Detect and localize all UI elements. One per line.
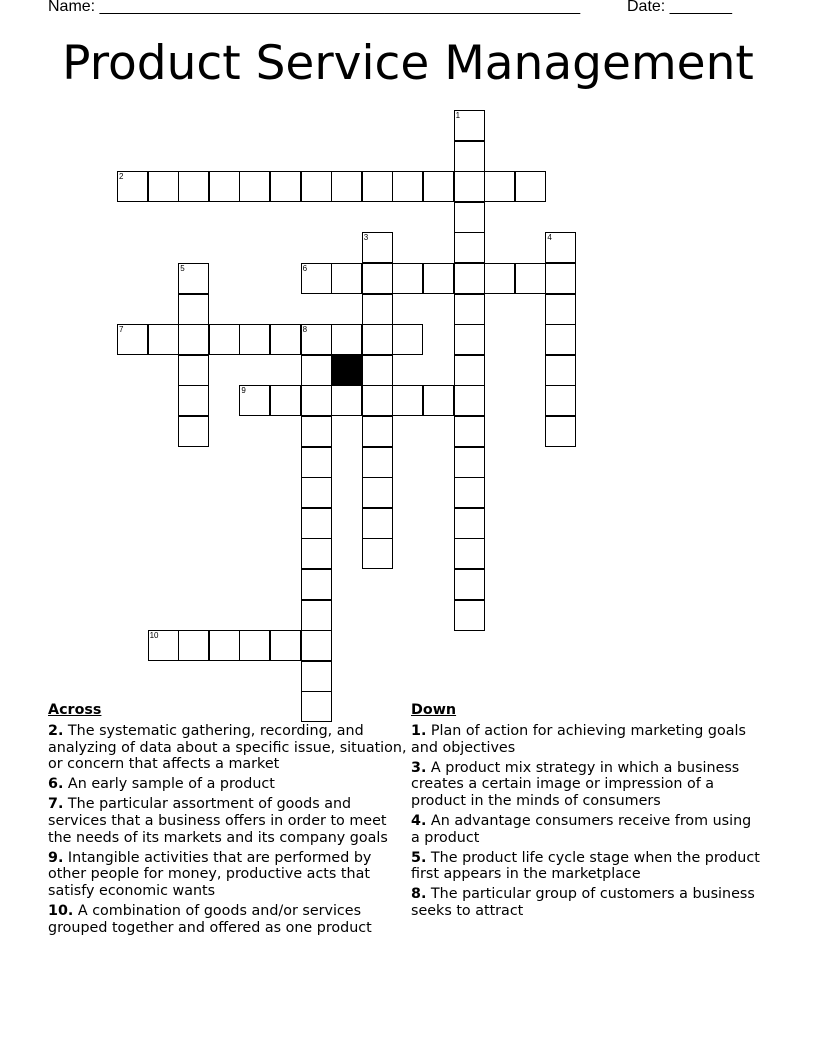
across-clue <box>48 903 408 936</box>
across-clue-list <box>48 723 408 936</box>
grid-cell[interactable] <box>301 630 332 661</box>
grid-cell[interactable] <box>362 538 393 569</box>
grid-cell[interactable] <box>392 171 423 202</box>
cell-number: 3 <box>363 233 369 243</box>
grid-cell[interactable] <box>331 263 362 294</box>
clue-number: 9. <box>48 849 64 866</box>
grid-cell[interactable] <box>178 355 209 386</box>
grid-cell[interactable] <box>301 538 332 569</box>
grid-cell[interactable] <box>117 171 148 202</box>
grid-cell[interactable] <box>362 416 393 447</box>
grid-cell[interactable] <box>454 416 485 447</box>
grid-cell[interactable] <box>362 232 393 263</box>
cell-number: 6 <box>302 264 308 273</box>
grid-cell[interactable] <box>484 263 515 294</box>
grid-cell[interactable] <box>301 355 332 386</box>
grid-cell[interactable] <box>239 630 270 661</box>
grid-cell[interactable] <box>362 477 393 508</box>
grid-cell[interactable] <box>545 324 576 355</box>
grid-cell[interactable] <box>454 110 485 141</box>
grid-cell[interactable] <box>392 385 423 416</box>
grid-cell[interactable] <box>362 508 393 539</box>
grid-cell[interactable] <box>209 171 240 202</box>
grid-cell[interactable] <box>301 508 332 539</box>
grid-cell[interactable] <box>301 416 332 447</box>
grid-cell[interactable] <box>545 416 576 447</box>
grid-cell[interactable] <box>545 232 576 263</box>
grid-cell[interactable] <box>178 630 209 661</box>
grid-cell[interactable] <box>362 324 393 355</box>
grid-cell[interactable] <box>362 447 393 478</box>
down-clue <box>411 813 761 846</box>
clue-number: 8. <box>411 886 427 903</box>
grid-cell[interactable] <box>454 569 485 600</box>
grid-cell[interactable] <box>515 171 546 202</box>
grid-cell[interactable] <box>484 171 515 202</box>
grid-cell[interactable] <box>331 385 362 416</box>
grid-cell[interactable] <box>239 324 270 355</box>
grid-cell[interactable] <box>454 263 485 294</box>
grid-cell[interactable] <box>178 171 209 202</box>
grid-cell[interactable] <box>362 385 393 416</box>
grid-cell[interactable] <box>148 630 179 661</box>
grid-cell[interactable] <box>454 600 485 631</box>
grid-cell[interactable] <box>301 385 332 416</box>
clue-number: 6. <box>48 776 64 793</box>
grid-cell[interactable] <box>515 263 546 294</box>
grid-cell[interactable] <box>454 232 485 263</box>
grid-cell[interactable] <box>362 171 393 202</box>
grid-cell[interactable] <box>423 263 454 294</box>
grid-cell[interactable] <box>454 202 485 233</box>
grid-cell[interactable] <box>301 447 332 478</box>
black-cell <box>331 355 362 386</box>
grid-cell[interactable] <box>362 263 393 294</box>
grid-cell[interactable] <box>392 263 423 294</box>
clue-text: An advantage consumers receive from using a product <box>411 812 752 846</box>
grid-cell[interactable] <box>331 324 362 355</box>
grid-cell[interactable] <box>545 294 576 325</box>
cell-number: 8 <box>302 325 308 335</box>
clue-text: Plan of action for achieving marketing goals and objectives <box>411 723 746 756</box>
cell-number: 10 <box>149 631 159 641</box>
grid-cell[interactable] <box>270 171 301 202</box>
clue-number: 2. <box>48 723 64 739</box>
clue-number: 1. <box>411 723 427 739</box>
grid-cell[interactable] <box>270 324 301 355</box>
grid-cell[interactable] <box>178 263 209 294</box>
clue-number: 4. <box>411 812 427 829</box>
grid-cell[interactable] <box>148 324 179 355</box>
across-clues <box>48 701 408 940</box>
cell-number: 1 <box>455 111 461 120</box>
cell-number: 5 <box>180 264 185 273</box>
down-clue <box>411 723 761 756</box>
grid-cell[interactable] <box>239 171 270 202</box>
grid-cell[interactable] <box>148 171 179 202</box>
down-clue <box>411 850 761 883</box>
down-clues <box>411 701 761 923</box>
grid-cell[interactable] <box>178 324 209 355</box>
name-field-label: Name: ______________________________________________________ <box>48 0 581 15</box>
clue-text: The particular assortment of goods and services that a business offers in order to meet the needs of its markets and its company goals <box>48 796 388 846</box>
cell-number: 2 <box>119 172 124 182</box>
across-clue <box>48 776 408 793</box>
grid-cell[interactable] <box>301 263 332 294</box>
grid-cell[interactable] <box>301 171 332 202</box>
cell-number: 7 <box>119 325 124 335</box>
clue-number: 3. <box>411 759 427 776</box>
clue-text: A product mix strategy in which a business creates a certain image or impression of a product in the minds of consumers <box>411 759 740 809</box>
grid-cell[interactable] <box>454 447 485 478</box>
down-clue-list <box>411 723 761 920</box>
grid-cell[interactable] <box>301 477 332 508</box>
down-clue <box>411 760 761 810</box>
grid-cell[interactable] <box>423 171 454 202</box>
clue-text: The systematic gathering, recording, and analyzing of data about a specific issue, situation, or concern that affects a market <box>48 723 407 773</box>
grid-cell[interactable] <box>117 324 148 355</box>
grid-cell[interactable] <box>178 416 209 447</box>
grid-cell[interactable] <box>423 385 454 416</box>
grid-cell[interactable] <box>301 600 332 631</box>
grid-cell[interactable] <box>209 324 240 355</box>
across-heading: Across <box>48 702 102 718</box>
clue-number: 7. <box>48 796 64 813</box>
across-clue <box>48 796 408 846</box>
grid-cell[interactable] <box>454 294 485 325</box>
grid-cell[interactable] <box>270 630 301 661</box>
clue-number: 10. <box>48 902 74 919</box>
grid-cell[interactable] <box>301 569 332 600</box>
down-heading: Down <box>411 702 457 718</box>
clue-number: 5. <box>411 849 427 866</box>
grid-cell[interactable] <box>454 508 485 539</box>
grid-cell[interactable] <box>362 294 393 325</box>
clue-text: An early sample of a product <box>63 776 275 793</box>
page-title: Product Service Management <box>62 36 754 91</box>
grid-cell[interactable] <box>454 141 485 172</box>
cell-number: 9 <box>241 386 246 396</box>
grid-cell[interactable] <box>545 385 576 416</box>
grid-cell[interactable] <box>301 324 332 355</box>
clue-text: The particular group of customers a business seeks to attract <box>411 886 755 919</box>
grid-cell[interactable] <box>270 385 301 416</box>
down-clue <box>411 886 761 919</box>
grid-cell[interactable] <box>454 538 485 569</box>
grid-cell[interactable] <box>239 385 270 416</box>
grid-cell[interactable] <box>209 630 240 661</box>
grid-cell[interactable] <box>545 263 576 294</box>
grid-cell[interactable] <box>178 385 209 416</box>
clue-text: Intangible activities that are performed by other people for money, productive acts that satisfy economic wants <box>48 849 372 899</box>
grid-cell[interactable] <box>392 324 423 355</box>
grid-cell[interactable] <box>454 355 485 386</box>
grid-cell[interactable] <box>454 477 485 508</box>
grid-cell[interactable] <box>362 355 393 386</box>
grid-cell[interactable] <box>545 355 576 386</box>
across-clue <box>48 850 408 900</box>
grid-cell[interactable] <box>454 385 485 416</box>
clue-text: The product life cycle stage when the product first appears in the marketplace <box>411 849 760 883</box>
clue-text: A combination of goods and/or services grouped together and offered as one product <box>48 902 372 936</box>
cell-number: 4 <box>547 233 552 243</box>
across-clue <box>48 723 408 773</box>
grid-cell[interactable] <box>331 171 362 202</box>
grid-cell[interactable] <box>301 661 332 692</box>
grid-cell[interactable] <box>454 324 485 355</box>
grid-cell[interactable] <box>454 171 485 202</box>
date-field-label: Date: _______ <box>627 0 732 15</box>
grid-cell[interactable] <box>178 294 209 325</box>
